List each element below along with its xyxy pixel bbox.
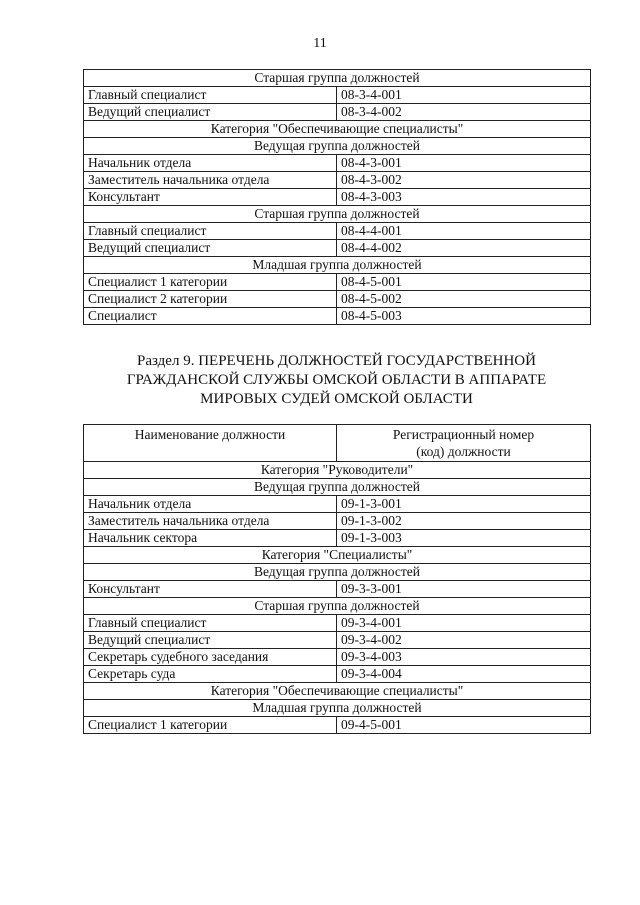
group-row bbox=[84, 257, 591, 274]
position-row bbox=[84, 530, 591, 547]
position-name: Главный специалист bbox=[84, 87, 337, 104]
position-code: 08-4-4-001 bbox=[337, 223, 591, 240]
group-row bbox=[84, 121, 591, 138]
position-name: Начальник отдела bbox=[84, 496, 337, 513]
position-row bbox=[84, 240, 591, 257]
position-name: Специалист 2 категории bbox=[84, 291, 337, 308]
group-heading: Ведущая группа должностей bbox=[84, 479, 591, 496]
position-row bbox=[84, 666, 591, 683]
position-name: Специалист 1 категории bbox=[84, 274, 337, 291]
position-row bbox=[84, 615, 591, 632]
position-row bbox=[84, 632, 591, 649]
position-name: Ведущий специалист bbox=[84, 104, 337, 121]
position-code: 09-4-5-001 bbox=[337, 717, 591, 734]
position-code: 08-4-5-003 bbox=[337, 308, 591, 325]
position-code: 08-4-5-001 bbox=[337, 274, 591, 291]
position-row bbox=[84, 223, 591, 240]
group-heading: Старшая группа должностей bbox=[84, 70, 591, 87]
section-9-title bbox=[83, 352, 590, 409]
position-code: 09-3-4-004 bbox=[337, 666, 591, 683]
group-row bbox=[84, 598, 591, 615]
group-heading: Старшая группа должностей bbox=[84, 598, 591, 615]
position-code: 09-3-3-001 bbox=[337, 581, 591, 598]
positions-table-section8-continued bbox=[83, 69, 591, 325]
group-row bbox=[84, 70, 591, 87]
position-row bbox=[84, 87, 591, 104]
position-row bbox=[84, 649, 591, 666]
position-name: Специалист bbox=[84, 308, 337, 325]
position-row bbox=[84, 717, 591, 734]
group-heading: Ведущая группа должностей bbox=[84, 138, 591, 155]
position-name: Заместитель начальника отдела bbox=[84, 172, 337, 189]
position-code: 08-3-4-002 bbox=[337, 104, 591, 121]
group-row bbox=[84, 683, 591, 700]
position-name: Секретарь суда bbox=[84, 666, 337, 683]
group-row bbox=[84, 206, 591, 223]
position-code: 08-4-3-001 bbox=[337, 155, 591, 172]
position-code: 08-4-5-002 bbox=[337, 291, 591, 308]
position-row bbox=[84, 172, 591, 189]
group-row bbox=[84, 564, 591, 581]
position-code: 09-1-3-002 bbox=[337, 513, 591, 530]
group-heading: Ведущая группа должностей bbox=[84, 564, 591, 581]
position-code: 08-4-3-003 bbox=[337, 189, 591, 206]
group-row bbox=[84, 138, 591, 155]
group-heading: Категория "Руководители" bbox=[84, 462, 591, 479]
section-title-line: ГРАЖДАНСКОЙ СЛУЖБЫ ОМСКОЙ ОБЛАСТИ В АППАРАТЕ bbox=[126, 372, 547, 388]
position-name: Начальник отдела bbox=[84, 155, 337, 172]
position-code: 08-3-4-001 bbox=[337, 87, 591, 104]
position-name: Главный специалист bbox=[84, 615, 337, 632]
table-header-row bbox=[84, 425, 591, 462]
position-row bbox=[84, 308, 591, 325]
position-row bbox=[84, 104, 591, 121]
position-name: Заместитель начальника отдела bbox=[84, 513, 337, 530]
header-code-line1: Регистрационный номер bbox=[392, 427, 535, 442]
position-row bbox=[84, 155, 591, 172]
column-header-registration-code bbox=[337, 425, 591, 462]
group-row bbox=[84, 462, 591, 479]
position-name: Ведущий специалист bbox=[84, 632, 337, 649]
position-row bbox=[84, 274, 591, 291]
position-row bbox=[84, 513, 591, 530]
position-name: Консультант bbox=[84, 189, 337, 206]
column-header-position-name: Наименование должности bbox=[84, 425, 337, 462]
group-heading: Младшая группа должностей bbox=[84, 257, 591, 274]
position-code: 08-4-4-002 bbox=[337, 240, 591, 257]
position-name: Главный специалист bbox=[84, 223, 337, 240]
group-row bbox=[84, 547, 591, 564]
position-row bbox=[84, 581, 591, 598]
positions-table-section9 bbox=[83, 424, 591, 734]
group-heading: Категория "Обеспечивающие специалисты" bbox=[84, 121, 591, 138]
position-code: 09-3-4-002 bbox=[337, 632, 591, 649]
position-code: 09-3-4-001 bbox=[337, 615, 591, 632]
group-heading: Категория "Специалисты" bbox=[84, 547, 591, 564]
position-code: 09-1-3-001 bbox=[337, 496, 591, 513]
position-row bbox=[84, 189, 591, 206]
position-name: Начальник сектора bbox=[84, 530, 337, 547]
position-code: 09-3-4-003 bbox=[337, 649, 591, 666]
position-row bbox=[84, 496, 591, 513]
position-name: Консультант bbox=[84, 581, 337, 598]
group-row bbox=[84, 479, 591, 496]
position-name: Ведущий специалист bbox=[84, 240, 337, 257]
group-heading: Младшая группа должностей bbox=[84, 700, 591, 717]
header-code-line2: (код) должности bbox=[416, 444, 511, 459]
section-title-line: МИРОВЫХ СУДЕЙ ОМСКОЙ ОБЛАСТИ bbox=[200, 391, 473, 407]
position-row bbox=[84, 291, 591, 308]
group-row bbox=[84, 700, 591, 717]
section-title-line: Раздел 9. ПЕРЕЧЕНЬ ДОЛЖНОСТЕЙ ГОСУДАРСТВЕННОЙ bbox=[137, 353, 536, 369]
position-name: Специалист 1 категории bbox=[84, 717, 337, 734]
position-code: 08-4-3-002 bbox=[337, 172, 591, 189]
position-name: Секретарь судебного заседания bbox=[84, 649, 337, 666]
page-number: 11 bbox=[313, 36, 327, 51]
group-heading: Категория "Обеспечивающие специалисты" bbox=[84, 683, 591, 700]
position-code: 09-1-3-003 bbox=[337, 530, 591, 547]
group-heading: Старшая группа должностей bbox=[84, 206, 591, 223]
